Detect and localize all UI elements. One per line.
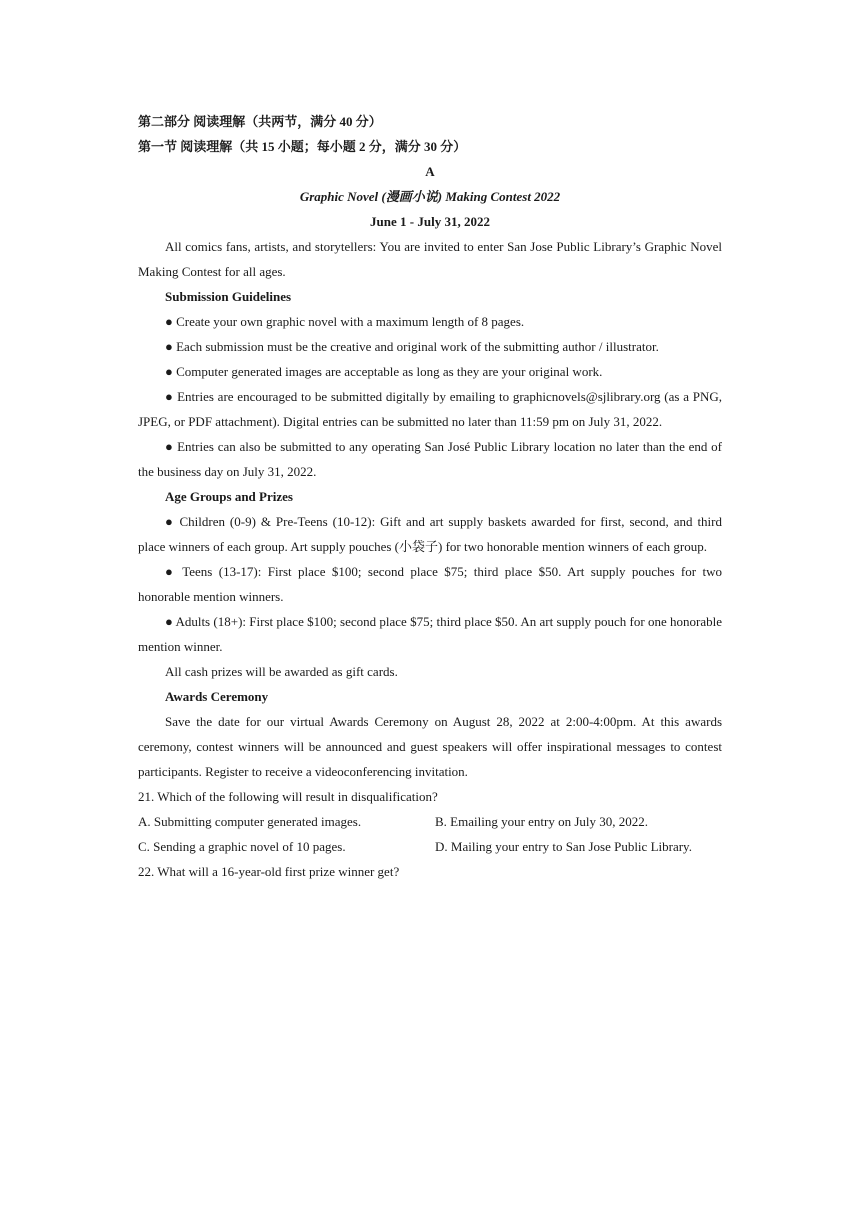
article-dates: June 1 - July 31, 2022 xyxy=(370,214,490,229)
prize-item: ● Teens (13-17): First place $100; second place $75; third place $50. Art supply pouches for two honorable mention winners. xyxy=(138,564,722,604)
guideline-item: ● Computer generated images are acceptable as long as they are your original work. xyxy=(165,364,603,379)
guideline-item: ● Entries are encouraged to be submitted digitally by emailing to graphicnovels@sjlibrary.org (as a PNG, JPEG, or PDF attachment). Digital entries can be submitted no later than 11:59 pm on July 31, 2022. xyxy=(138,389,722,429)
ceremony-text: Save the date for our virtual Awards Ceremony on August 28, 2022 at 2:00-4:00pm. At this awards ceremony, contest winners will be announced and guest speakers will offer inspirational messages to contest participants. Register to receive a videoconferencing invitation. xyxy=(138,714,722,779)
prize-item: ● Adults (18+): First place $100; second place $75; third place $50. An art supply pouch for one honorable mention winner. xyxy=(138,614,722,654)
guideline-item: ● Create your own graphic novel with a maximum length of 8 pages. xyxy=(165,314,525,329)
article-title-text: Graphic Novel (漫画小说) Making Contest 2022 xyxy=(299,189,561,204)
option-c: C. Sending a graphic novel of 10 pages. xyxy=(138,839,346,854)
cash-prize-note: All cash prizes will be awarded as gift cards. xyxy=(165,664,398,679)
question-stem: 22. What will a 16-year-old first prize winner get? xyxy=(138,864,400,879)
article-intro: All comics fans, artists, and storytellers: You are invited to enter San Jose Public Library’s Graphic Novel Making Contest for all ages. xyxy=(138,239,722,279)
prize-item: ● Children (0-9) & Pre-Teens (10-12): Gift and art supply baskets awarded for first, second, and third place winners of each group. Art supply pouches (小袋子) for two honorable mention winners of each group. xyxy=(138,514,722,554)
ceremony-heading: Awards Ceremony xyxy=(165,689,269,704)
submission-heading: Submission Guidelines xyxy=(165,289,292,304)
passage-letter: A xyxy=(425,164,435,179)
option-a: A. Submitting computer generated images. xyxy=(138,814,362,829)
article-title xyxy=(138,184,722,209)
exam-page xyxy=(138,109,722,884)
guideline-item: ● Entries can also be submitted to any operating San José Public Library location no later than the end of the business day on July 31, 2022. xyxy=(138,439,722,479)
question-stem: 21. Which of the following will result in disqualification? xyxy=(138,789,438,804)
option-d: D. Mailing your entry to San Jose Public Library. xyxy=(435,839,692,854)
age-groups-heading: Age Groups and Prizes xyxy=(165,489,293,504)
part-heading: 第二部分 阅读理解（共两节，满分 40 分） xyxy=(138,114,382,129)
question-options xyxy=(138,809,722,859)
option-b: B. Emailing your entry on July 30, 2022. xyxy=(435,814,649,829)
section-heading: 第一节 阅读理解（共 15 小题；每小题 2 分，满分 30 分） xyxy=(138,139,467,154)
guideline-item: ● Each submission must be the creative and original work of the submitting author / illustrator. xyxy=(165,339,659,354)
